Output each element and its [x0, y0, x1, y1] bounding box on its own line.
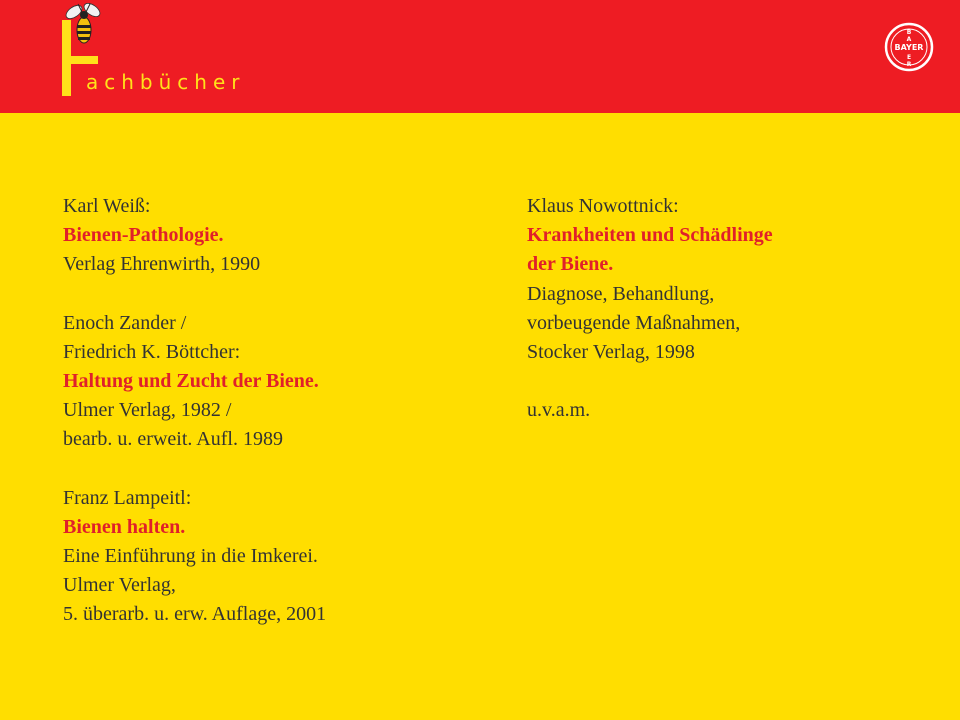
book-entry — [63, 309, 483, 455]
svg-text:E: E — [906, 54, 912, 61]
book-subtitle: Eine Einführung in die Imkerei. — [63, 545, 318, 568]
book-publisher: Verlag Ehrenwirth, 1990 — [63, 253, 261, 276]
book-entry — [527, 192, 927, 367]
left-column — [63, 192, 483, 659]
book-author: Enoch Zander / — [63, 311, 187, 334]
book-edition: bearb. u. erweit. Aufl. 1989 — [63, 428, 283, 451]
svg-text:R: R — [906, 61, 912, 68]
book-publisher: Ulmer Verlag, 1982 / — [63, 399, 232, 422]
bayer-cross-logo — [884, 22, 934, 72]
book-publisher: Stocker Verlag, 1998 — [527, 341, 695, 364]
more-note-text: u.v.a.m. — [527, 399, 591, 422]
bee-icon — [58, 0, 110, 50]
book-author: Friedrich K. Böttcher: — [63, 340, 241, 363]
book-author: Franz Lampeitl: — [63, 486, 192, 509]
right-column — [527, 192, 927, 454]
book-publisher: Ulmer Verlag, — [63, 574, 176, 597]
header-bar — [0, 0, 960, 113]
more-note — [527, 396, 927, 425]
book-edition: 5. überarb. u. erw. Auflage, 2001 — [63, 603, 327, 626]
svg-text:B: B — [906, 29, 912, 36]
book-subtitle: Diagnose, Behandlung, — [527, 282, 715, 305]
fachbuecher-logo-text: achbücher — [86, 70, 246, 94]
book-entry — [63, 192, 483, 280]
book-subtitle: vorbeugende Maßnahmen, — [527, 311, 741, 334]
book-author: Klaus Nowottnick: — [527, 195, 679, 217]
svg-text:BAYER: BAYER — [894, 43, 924, 52]
book-title: Bienen halten. — [63, 515, 186, 538]
book-title: der Biene. — [527, 253, 614, 276]
book-title: Bienen-Pathologie. — [63, 224, 224, 247]
svg-text:A: A — [906, 36, 912, 43]
book-entry — [63, 484, 483, 630]
book-author: Karl Weiß: — [63, 195, 151, 217]
book-title: Krankheiten und Schädlinge — [527, 224, 773, 247]
book-title: Haltung und Zucht der Biene. — [63, 370, 319, 393]
